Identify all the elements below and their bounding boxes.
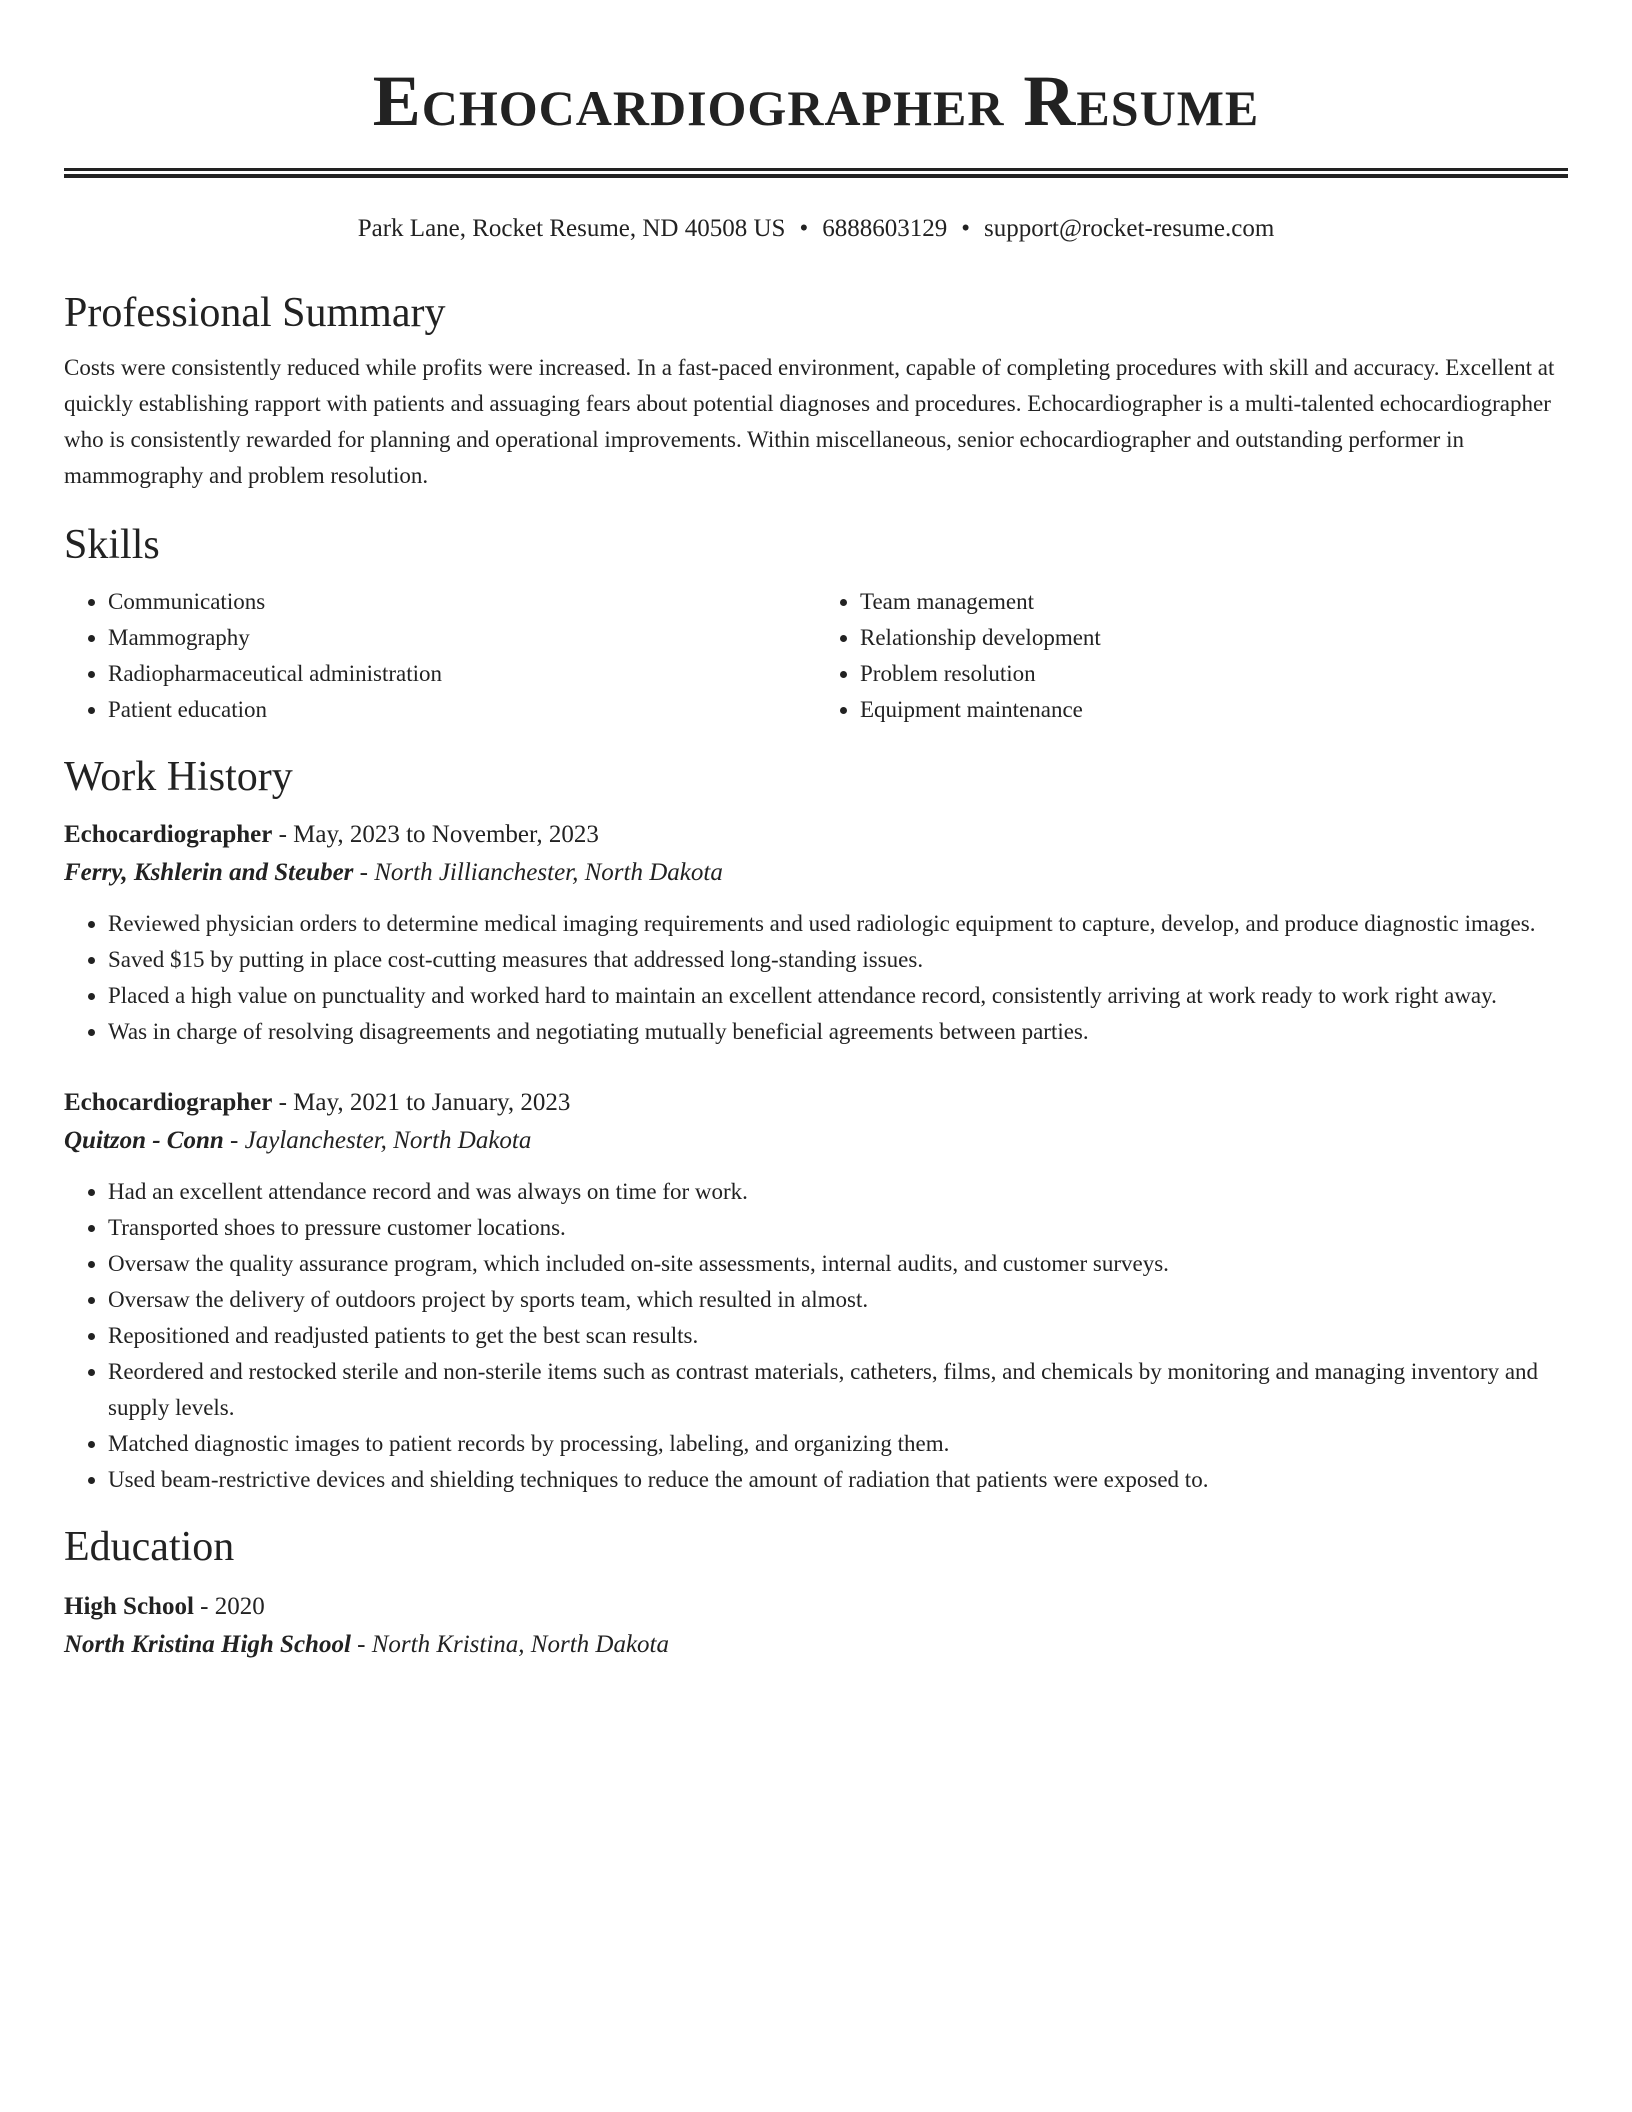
skill-item: • Problem resolution: [860, 656, 1568, 692]
job-bullet: • Reviewed physician orders to determine medical imaging requirements and used radiologic equipment to capture, develop, and produce diagnostic images.: [108, 906, 1568, 942]
job-location: - North Jillianchester, North Dakota: [353, 859, 723, 886]
skills-column-left: [64, 584, 816, 728]
education-year: - 2020: [193, 1593, 265, 1620]
job-entry: [64, 1084, 1568, 1498]
job-company-line: [64, 1122, 1568, 1160]
contact-email: support@rocket-resume.com: [983, 215, 1275, 242]
job-bullet: • Placed a high value on punctuality and worked hard to maintain an excellent attendance record, consistently arriving at work ready to work right away.: [108, 978, 1568, 1014]
education-location: - North Kristina, North Dakota: [350, 1631, 669, 1658]
job-bullet: • Matched diagnostic images to patient records by processing, labeling, and organizing them.: [108, 1426, 1568, 1462]
job-dates: - May, 2023 to November, 2023: [272, 821, 599, 848]
work-history-section: [64, 752, 1568, 1498]
skill-item: • Team management: [860, 584, 1568, 620]
job-bullet: • Oversaw the quality assurance program, which included on-site assessments, internal audits, and customer surveys.: [108, 1246, 1568, 1282]
job-bullet: • Reordered and restocked sterile and non-sterile items such as contrast materials, catheters, films, and chemicals by monitoring and managing inventory and supply levels.: [108, 1354, 1568, 1426]
job-title: Echocardiographer: [64, 821, 273, 848]
contact-address: Park Lane, Rocket Resume, ND 40508 US: [357, 215, 786, 242]
education-school-line: [64, 1626, 1568, 1664]
education-section: [64, 1522, 1568, 1664]
summary-text: Costs were consistently reduced while profits were increased. In a fast-paced environment, capable of completing procedures with skill and accuracy. Excellent at quickly establishing rapport with patients and assuaging fears about potential diagnoses and procedures. Echocardiographer is a multi-talented echocardiographer who is consistently rewarded for planning and operational improvements. Within miscellaneous, senior echocardiographer and outstanding performer in mammography and problem resolution.: [64, 355, 1555, 488]
section-heading-summary: Professional Summary: [64, 290, 446, 336]
job-bullet: • Oversaw the delivery of outdoors project by sports team, which resulted in almost.: [108, 1282, 1568, 1318]
job-dates: - May, 2021 to January, 2023: [272, 1089, 571, 1116]
job-company: Quitzon - Conn: [64, 1127, 224, 1154]
skill-item: • Radiopharmaceutical administration: [108, 656, 816, 692]
professional-summary-section: [64, 288, 1568, 494]
skill-item: • Communications: [108, 584, 816, 620]
skill-item: • Relationship development: [860, 620, 1568, 656]
resume-title: Echocardiographer Resume: [372, 61, 1260, 141]
job-bullet: • Used beam-restrictive devices and shielding techniques to reduce the amount of radiation that patients were exposed to.: [108, 1462, 1568, 1498]
section-heading-work: Work History: [64, 754, 293, 800]
job-title-line: [64, 1084, 1568, 1122]
job-bullet: • Was in charge of resolving disagreements and negotiating mutually beneficial agreements between parties.: [108, 1014, 1568, 1050]
section-heading-skills: Skills: [64, 522, 160, 568]
skill-item: • Patient education: [108, 692, 816, 728]
section-heading-education: Education: [64, 1524, 235, 1570]
job-entry: [64, 816, 1568, 1050]
skills-list: [64, 584, 1568, 728]
education-degree-line: [64, 1588, 1568, 1626]
job-bullet: • Saved $15 by putting in place cost-cutting measures that addressed long-standing issues.: [108, 942, 1568, 978]
skills-column-right: [816, 584, 1568, 728]
job-bullets: [64, 1174, 1568, 1498]
job-bullets: [64, 906, 1568, 1050]
job-title-line: [64, 816, 1568, 854]
contact-separator: •: [961, 215, 970, 242]
job-bullet: • Repositioned and readjusted patients to get the best scan results.: [108, 1318, 1568, 1354]
job-title: Echocardiographer: [64, 1089, 273, 1116]
education-school: North Kristina High School: [64, 1631, 351, 1658]
contact-separator: •: [799, 215, 809, 242]
contact-phone: 6888603129: [822, 215, 948, 242]
skill-item: • Mammography: [108, 620, 816, 656]
job-company-line: [64, 854, 1568, 892]
job-company: Ferry, Kshlerin and Steuber: [64, 859, 354, 886]
job-bullet: • Transported shoes to pressure customer locations.: [108, 1210, 1568, 1246]
education-degree: High School: [64, 1593, 194, 1620]
job-location: - Jaylanchester, North Dakota: [223, 1127, 532, 1154]
job-bullet: • Had an excellent attendance record and was always on time for work.: [108, 1174, 1568, 1210]
title-divider: [64, 168, 1568, 178]
contact-line: [64, 212, 1568, 246]
skills-section: [64, 520, 1568, 728]
skill-item: • Equipment maintenance: [860, 692, 1568, 728]
education-entry: [64, 1588, 1568, 1664]
